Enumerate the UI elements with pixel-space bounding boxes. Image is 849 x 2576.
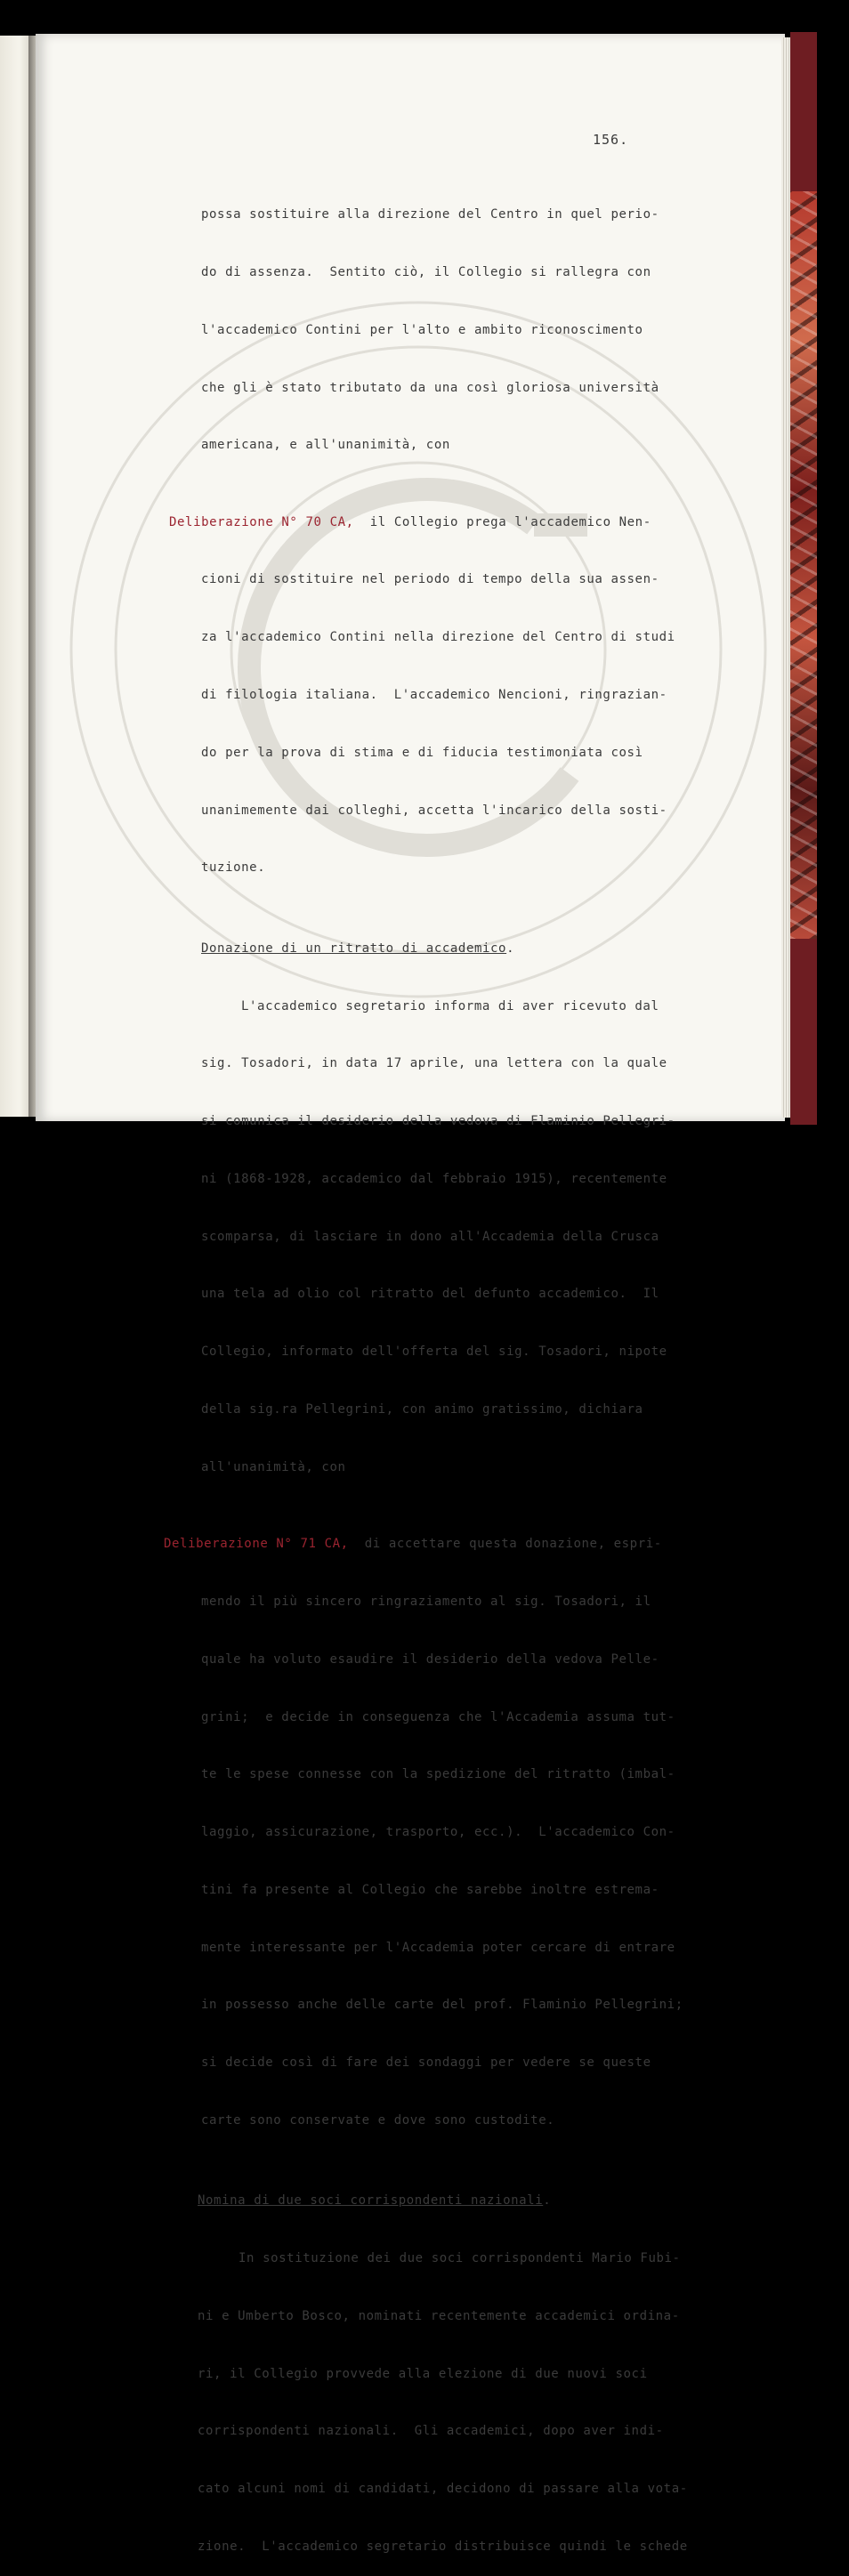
- text-line: mendo il più sincero ringraziamento al sig. Tosadori, il: [201, 1594, 651, 1609]
- text-line: della sig.ra Pellegrini, con animo gratissimo, dichiara: [201, 1402, 643, 1417]
- text-line: grini; e decide in conseguenza che l'Accademia assuma tut-: [201, 1709, 675, 1724]
- marbled-endpaper: [790, 191, 817, 939]
- text-line: tini fa presente al Collegio che sarebbe inoltre estrema-: [201, 1882, 659, 1897]
- text-line: cioni di sostituire nel periodo di tempo della sua assen-: [201, 572, 659, 587]
- text-line: una tela ad olio col ritratto del defunto accademico. Il: [201, 1287, 659, 1302]
- text-line: cato alcuni nomi di candidati, decidono di passare alla vota-: [198, 2482, 688, 2497]
- text-line: all'unanimità, con: [201, 1459, 346, 1474]
- section-heading-nomination: Nomina di due soci corrispondenti nazionali.: [198, 2193, 552, 2209]
- deliberation-71-line: [164, 1535, 698, 1554]
- text-line: si comunica il desiderio della vedova di Flaminio Pellegri-: [201, 1114, 675, 1129]
- text-line: che gli è stato tributato da una così gloriosa università: [201, 380, 659, 395]
- text-line: unanimemente dai colleghi, accetta l'incarico della sosti-: [201, 803, 667, 818]
- text-line: ri, il Collegio provvede alla elezione di due nuovi soci: [198, 2366, 648, 2381]
- section-heading-text: Nomina di due soci corrispondenti nazionali: [198, 2193, 544, 2209]
- text-line: te le spese connesse con la spedizione del ritratto (imbal-: [201, 1767, 675, 1782]
- section-heading-donation: Donazione di un ritratto di accademico.: [201, 941, 515, 956]
- text-line: do per la prova di stima e di fiducia testimoniata così: [201, 745, 643, 760]
- text-line: laggio, assicurazione, trasporto, ecc.). L'accademico Con-: [201, 1825, 675, 1840]
- text-line: In sostituzione dei due soci corrispondenti Mario Fubi-: [239, 2251, 681, 2266]
- text-line: carte sono conservate e dove sono custodite.: [201, 2112, 555, 2128]
- text-line: quale ha voluto esaudire il desiderio della vedova Pelle-: [201, 1651, 659, 1667]
- section-heading-text: Donazione di un ritratto di accademico: [201, 941, 507, 956]
- text-line: di filologia italiana. L'accademico Nencioni, ringrazian-: [201, 688, 667, 703]
- deliberation-70-label: Deliberazione N° 70 CA,: [169, 514, 354, 529]
- text-line: za l'accademico Contini nella direzione del Centro di studi: [201, 630, 675, 645]
- document-body: [164, 167, 698, 2576]
- text-line: mente interessante per l'Accademia poter cercare di entrare: [201, 1940, 675, 1955]
- deliberation-71-label: Deliberazione N° 71 CA,: [164, 1537, 349, 1552]
- text-line: sig. Tosadori, in data 17 aprile, una lettera con la quale: [201, 1056, 667, 1071]
- text-line: corrispondenti nazionali. Gli accademici, dopo aver indi-: [198, 2424, 664, 2439]
- text-line: zione. L'accademico segretario distribuisce quindi le schede: [198, 2540, 688, 2555]
- deliberation-70-line: [164, 513, 698, 533]
- text-line: di accettare questa donazione, espri-: [364, 1537, 662, 1552]
- left-page-edge: [0, 36, 32, 1117]
- text-line: tuzione.: [201, 860, 266, 876]
- text-line: in possesso anche delle carte del prof. Flaminio Pellegrini;: [201, 1998, 683, 2013]
- text-line: si decide così di fare dei sondaggi per vedere se queste: [201, 2055, 651, 2071]
- text-line: americana, e all'unanimità, con: [201, 438, 450, 453]
- text-line: scomparsa, di lasciare in dono all'Accademia della Crusca: [201, 1229, 659, 1244]
- page-number: 156.: [593, 132, 629, 148]
- text-line: il Collegio prega l'accademico Nen-: [369, 514, 651, 529]
- text-line: possa sostituire alla direzione del Centro in quel perio-: [201, 207, 659, 222]
- text-line: l'accademico Contini per l'alto e ambito riconoscimento: [201, 322, 643, 337]
- text-line: ni e Umberto Bosco, nominati recentemente accademici ordina-: [198, 2308, 680, 2323]
- text-line: ni (1868-1928, accademico dal febbraio 1915), recentemente: [201, 1171, 667, 1186]
- text-line: Collegio, informato dell'offerta del sig. Tosadori, nipote: [201, 1345, 667, 1360]
- text-line: L'accademico segretario informa di aver ricevuto dal: [241, 998, 659, 1013]
- text-line: do di assenza. Sentito ciò, il Collegio si rallegra con: [201, 264, 651, 279]
